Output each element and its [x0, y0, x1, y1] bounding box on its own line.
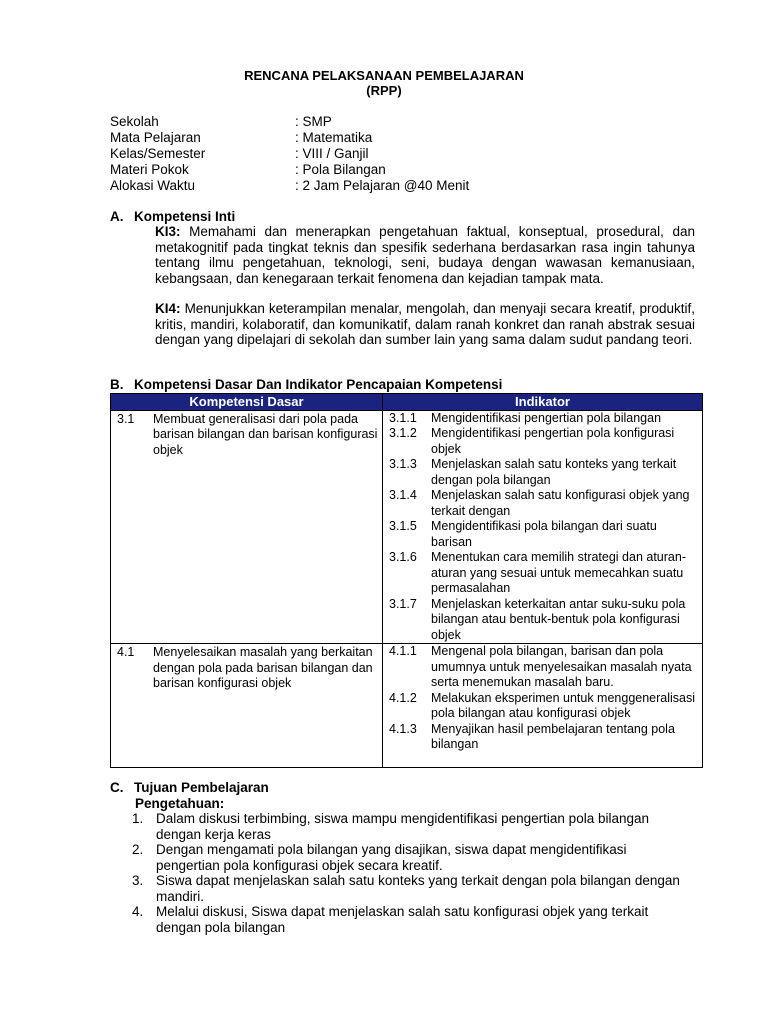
info-row: [110, 146, 469, 162]
indicator-text: Mengidentifikasi pengertian pola bilangan: [431, 410, 662, 425]
indicator-text: Melakukan eksperimen untuk menggeneralisasi pola bilangan atau konfigurasi objek: [431, 690, 696, 720]
info-row: [110, 114, 469, 130]
indicator-number: 4.1.3: [389, 721, 417, 736]
kd-number: 4.1: [117, 645, 135, 659]
goal-text: Dengan mengamati pola bilangan yang disajikan, siswa dapat mengidentifikasi pengertian pola konfigurasi objek secara kreatif.: [156, 842, 627, 873]
ki3-text: Memahami dan menerapkan pengetahuan faktual, konseptual, prosedural, dan metakognitif pada tingkat teknis dan spesifik sederhana berdasarkan rasa ingin tahunya tentang ilmu pengetahuan, teknologi, seni, budaya dengan wawasan kemanusiaan, kebangsaan, dan kenegaraan terkait fenomena dan kejadian tampak mata.: [155, 224, 695, 286]
indicator-text: Menjelaskan salah satu konteks yang terkait dengan pola bilangan: [431, 457, 677, 487]
indicator-cell: [383, 644, 703, 768]
table-row: [111, 410, 703, 644]
kd-cell: [111, 644, 383, 768]
goal-number: 1.: [132, 811, 144, 826]
info-label: Mata Pelajaran: [110, 130, 201, 145]
ki3-paragraph: [155, 224, 695, 286]
indicator-cell: [383, 410, 703, 644]
indicator-item: [389, 691, 698, 722]
list-item: [132, 904, 692, 935]
indicator-text: Menyajikan hasil pembelajaran tentang pola bilangan: [431, 721, 675, 751]
section-a-heading: [110, 209, 235, 225]
indicator-item: [389, 426, 698, 457]
indicator-item: [389, 550, 698, 597]
indicator-number: 3.1.5: [389, 519, 417, 533]
list-item: [132, 842, 692, 873]
document-title: RENCANA PELAKSANAAN PEMBELAJARAN: [244, 68, 524, 83]
ki4-paragraph: [155, 301, 695, 348]
info-value: : VIII / Ganjil: [295, 146, 369, 161]
info-row: [110, 162, 469, 178]
competency-table: [110, 393, 703, 768]
kd-number: 3.1: [117, 411, 135, 426]
goal-text: Dalam diskusi terbimbing, siswa mampu mengidentifikasi pengertian pola bilangan dengan kerja keras: [156, 811, 650, 842]
section-title: Tujuan Pembelajaran: [134, 780, 269, 795]
indicator-item: [389, 457, 698, 488]
indicator-number: 3.1.1: [389, 410, 417, 425]
indicator-text: Mengenal pola bilangan, barisan dan pola umumnya untuk menyelesaikan masalah nyata serta menemukan masalah baru.: [431, 644, 692, 689]
indicator-number: 3.1.4: [389, 488, 417, 502]
info-value: : Pola Bilangan: [295, 162, 386, 177]
table-row: [111, 644, 703, 768]
section-c-heading: [110, 780, 269, 796]
info-row: [110, 178, 469, 194]
info-value: : SMP: [295, 114, 332, 129]
indicator-text: Mengidentifikasi pengertian pola konfigurasi objek: [431, 426, 675, 456]
list-item: [132, 811, 692, 842]
indicator-number: 3.1.7: [389, 596, 417, 611]
list-item: [132, 873, 692, 904]
section-title: Kompetensi Dasar Dan Indikator Pencapaian Kompetensi: [134, 377, 503, 392]
section-b-heading: [110, 377, 502, 393]
indicator-item: [389, 488, 698, 519]
indicator-text: Menjelaskan salah satu konfigurasi objek yang terkait dengan: [431, 488, 690, 518]
section-letter: B.: [110, 377, 124, 392]
table-header-row: [111, 394, 703, 411]
kd-text: Membuat generalisasi dari pola pada barisan bilangan dan barisan konfigurasi objek: [153, 411, 378, 457]
info-label: Sekolah: [110, 114, 159, 129]
indicator-number: 3.1.6: [389, 550, 417, 564]
indicator-item: [389, 644, 698, 691]
indicator-item: [389, 519, 698, 550]
kd-text: Menyelesaikan masalah yang berkaitan dengan pola pada barisan bilangan dan barisan konfigurasi objek: [153, 645, 373, 690]
indicator-item: [389, 722, 698, 753]
info-value: : Matematika: [295, 130, 373, 145]
subheading-pengetahuan: Pengetahuan:: [135, 796, 225, 811]
column-header-kd: Kompetensi Dasar: [111, 394, 383, 411]
info-row: [110, 130, 469, 146]
goal-text: Siswa dapat menjelaskan salah satu konteks yang terkait dengan pola bilangan dengan mandiri.: [156, 873, 680, 904]
info-label: Materi Pokok: [110, 162, 189, 177]
goal-number: 4.: [132, 904, 144, 919]
indicator-number: 3.1.3: [389, 457, 417, 471]
info-label: Kelas/Semester: [110, 146, 206, 161]
indicator-text: Menentukan cara memilih strategi dan aturan-aturan yang sesuai untuk memecahkan suatu permasalahan: [431, 550, 686, 595]
info-value: : 2 Jam Pelajaran @40 Menit: [295, 178, 470, 193]
indicator-number: 4.1.1: [389, 644, 417, 658]
document-subtitle: (RPP): [366, 83, 402, 98]
goal-number: 2.: [132, 842, 144, 857]
indicator-item: [389, 411, 698, 427]
section-letter: A.: [110, 209, 124, 224]
info-label: Alokasi Waktu: [110, 178, 196, 193]
goals-list: [132, 811, 692, 935]
column-header-indikator: Indikator: [383, 394, 703, 411]
ki4-text: Menunjukkan keterampilan menalar, mengolah, dan menyaji secara kreatif, produktif, kritis, mandiri, kolaboratif, dan komunikatif, dalam ranah konkret dan ranah abstrak sesuai dengan yang dipelajari di sekolah dan sumber lain yang sama dalam sudut pandang teori.: [155, 301, 695, 347]
indicator-text: Mengidentifikasi pola bilangan dari suatu barisan: [431, 519, 657, 549]
ki3-label: KI3:: [155, 224, 181, 239]
ki4-label: KI4:: [155, 301, 181, 316]
section-letter: C.: [110, 780, 124, 795]
indicator-number: 3.1.2: [389, 426, 417, 440]
indicator-number: 4.1.2: [389, 690, 417, 705]
indicator-item: [389, 597, 698, 644]
goal-number: 3.: [132, 873, 144, 888]
section-title: Kompetensi Inti: [134, 209, 236, 224]
kd-cell: [111, 410, 383, 644]
indicator-text: Menjelaskan keterkaitan antar suku-suku pola bilangan atau bentuk-bentuk pola konfigurasi objek: [431, 596, 686, 642]
goal-text: Melalui diskusi, Siswa dapat menjelaskan salah satu konfigurasi objek yang terkait dengan pola bilangan: [156, 904, 649, 935]
identity-block: [110, 114, 469, 194]
